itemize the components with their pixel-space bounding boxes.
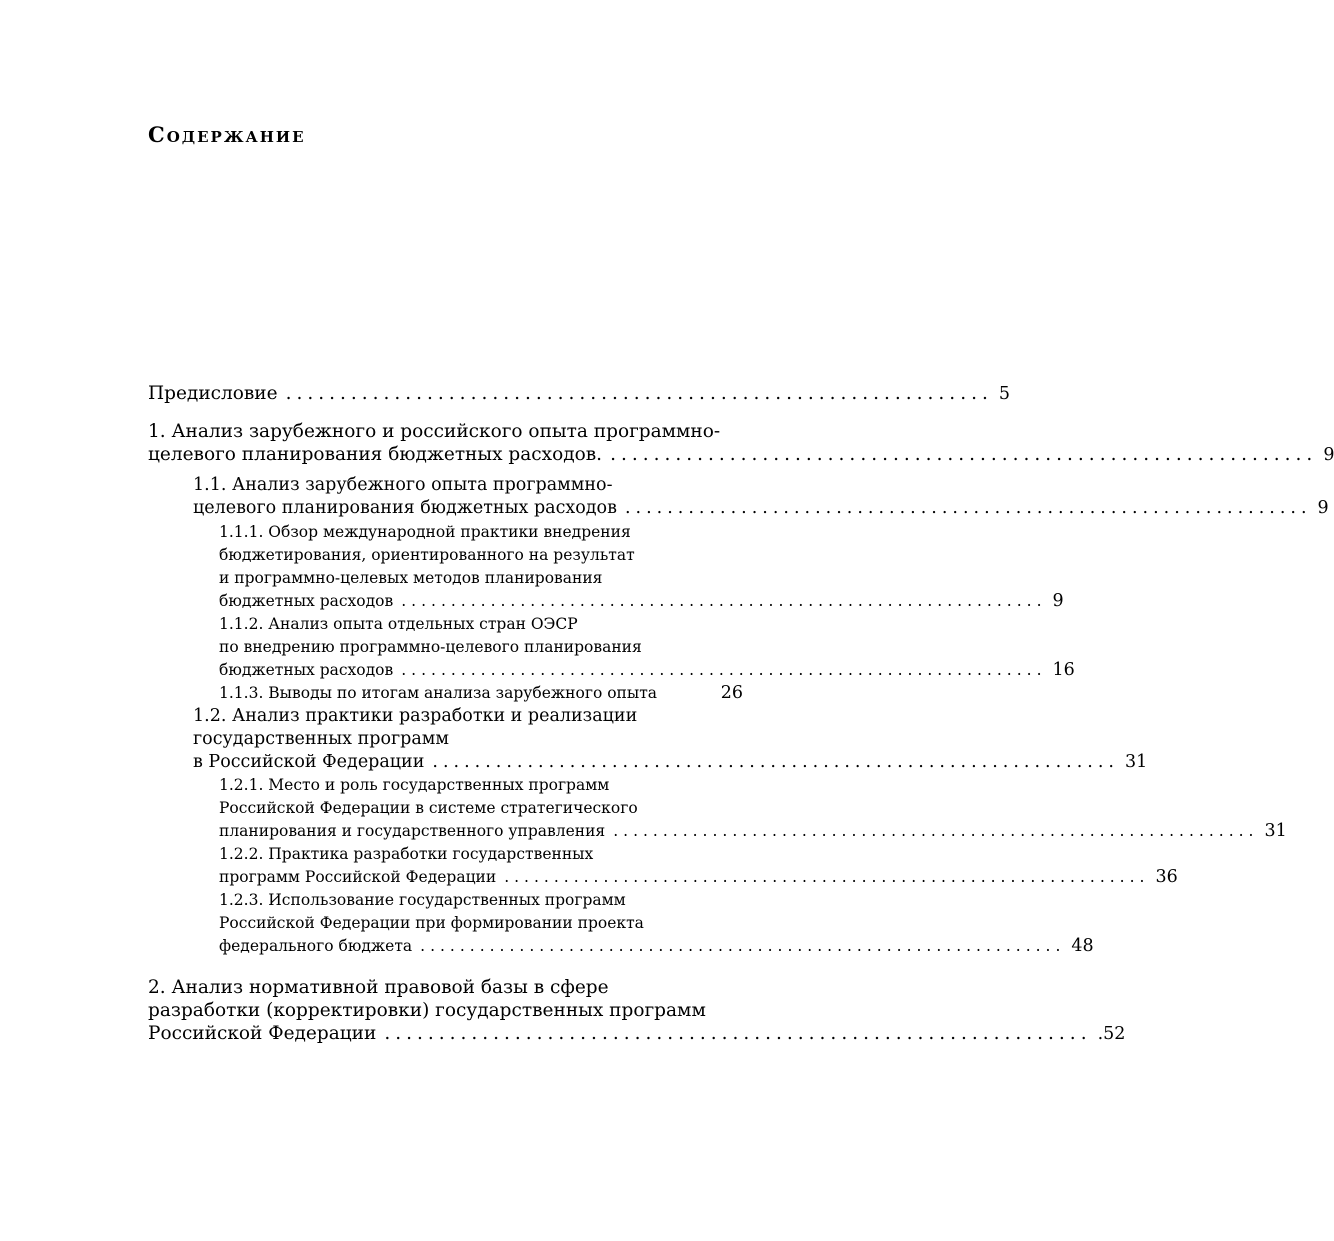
toc-page-number: 31 xyxy=(1124,752,1148,772)
toc-entry-text: целевого планирования бюджетных расходов. xyxy=(148,444,603,465)
toc-page-number: 9 xyxy=(1323,445,1334,465)
toc-entry-section-1-1-2[interactable] xyxy=(219,613,1075,682)
toc-page-number: 31 xyxy=(1264,821,1287,841)
leader-dots: ................................................................. xyxy=(401,592,1047,610)
toc-entry-text: 1.2.2. Практика разработки государственных xyxy=(219,845,594,863)
toc-page-number: 36 xyxy=(1155,867,1178,887)
toc-entry-text: целевого планирования бюджетных расходов xyxy=(193,498,617,518)
leader-dots: ................................................................. xyxy=(432,752,1119,772)
leader-dots: ................................................................. xyxy=(384,1023,1092,1044)
leader-dots: ................................................................. xyxy=(420,937,1066,955)
table-of-contents xyxy=(148,382,1334,1046)
toc-entry-section-1-2-1[interactable] xyxy=(219,774,1287,843)
leader-dots: ................................................................. xyxy=(624,498,1312,518)
toc-entry-text: 1.1.1. Обзор международной практики внедрения xyxy=(219,523,631,541)
leader-dots: ................................................................. xyxy=(401,661,1047,679)
toc-entry-text: 2. Анализ нормативной правовой базы в сфере xyxy=(148,977,609,998)
toc-entry-section-1-1-3[interactable] xyxy=(219,682,743,705)
leader-dots: ................................................................. xyxy=(285,383,993,404)
toc-entry-text: Российской Федерации в системе стратегического xyxy=(219,799,638,817)
toc-entry-text: бюджетных расходов xyxy=(219,592,394,610)
toc-entry-text: федерального бюджета xyxy=(219,937,413,955)
toc-page-number: 5 xyxy=(998,384,1010,404)
toc-entry-text: 1.2. Анализ практики разработки и реализации xyxy=(193,706,638,726)
toc-heading: Содержание xyxy=(148,122,306,147)
toc-entry-text: 1. Анализ зарубежного и российского опыта программно- xyxy=(148,421,721,442)
toc-entry-text: бюджетирования, ориентированного на результат xyxy=(219,546,635,564)
toc-entry-text: разработки (корректировки) государственных программ xyxy=(148,1000,706,1021)
toc-entry-text: 1.2.1. Место и роль государственных программ xyxy=(219,776,610,794)
toc-page-number: 26 xyxy=(720,683,743,703)
leader-dots: ................................................................. xyxy=(504,868,1150,886)
toc-page-number: 9 xyxy=(1317,498,1329,518)
toc-entry-text: Российской Федерации при формировании проекта xyxy=(219,914,644,932)
leader-dots: ................................................................. xyxy=(610,444,1318,465)
toc-entry-text: государственных программ xyxy=(193,729,450,749)
toc-page-number: 48 xyxy=(1071,936,1094,956)
toc-entry-section-1-1-1[interactable] xyxy=(219,521,1064,613)
toc-entry-section-1-2[interactable] xyxy=(193,705,1148,774)
toc-entry-section-1-2-2[interactable] xyxy=(219,843,1178,889)
toc-entry-text: 1.1.2. Анализ опыта отдельных стран ОЭСР xyxy=(219,615,578,633)
toc-page-number: 9 xyxy=(1052,591,1064,611)
toc-entry-preface[interactable] xyxy=(148,382,1010,406)
toc-entry-text: в Российской Федерации xyxy=(193,752,425,772)
toc-page-number: .52 xyxy=(1097,1024,1126,1044)
toc-entry-text: 1.2.3. Использование государственных программ xyxy=(219,891,626,909)
leader-dots: ................................................................. xyxy=(613,822,1259,840)
toc-entry-text: планирования и государственного управления xyxy=(219,822,606,840)
toc-entry-text: по внедрению программно-целевого планирования xyxy=(219,638,642,656)
toc-page-number: 16 xyxy=(1052,660,1075,680)
toc-entry-text: Предисловие xyxy=(148,383,278,404)
toc-entry-text: бюджетных расходов xyxy=(219,661,394,679)
toc-entry-text: программ Российской Федерации xyxy=(219,868,497,886)
toc-entry-text: 1.1. Анализ зарубежного опыта программно- xyxy=(193,475,613,495)
toc-entry-section-1-2-3[interactable] xyxy=(219,889,1094,958)
toc-entry-text: 1.1.3. Выводы по итогам анализа зарубежного опыта xyxy=(219,684,658,702)
toc-entry-chapter-2[interactable] xyxy=(148,976,1126,1046)
toc-entry-text: Российской Федерации xyxy=(148,1023,377,1044)
toc-entry-text: и программно-целевых методов планирования xyxy=(219,569,603,587)
toc-entry-chapter-1[interactable] xyxy=(148,420,1334,467)
toc-entry-section-1-1[interactable] xyxy=(193,474,1329,520)
